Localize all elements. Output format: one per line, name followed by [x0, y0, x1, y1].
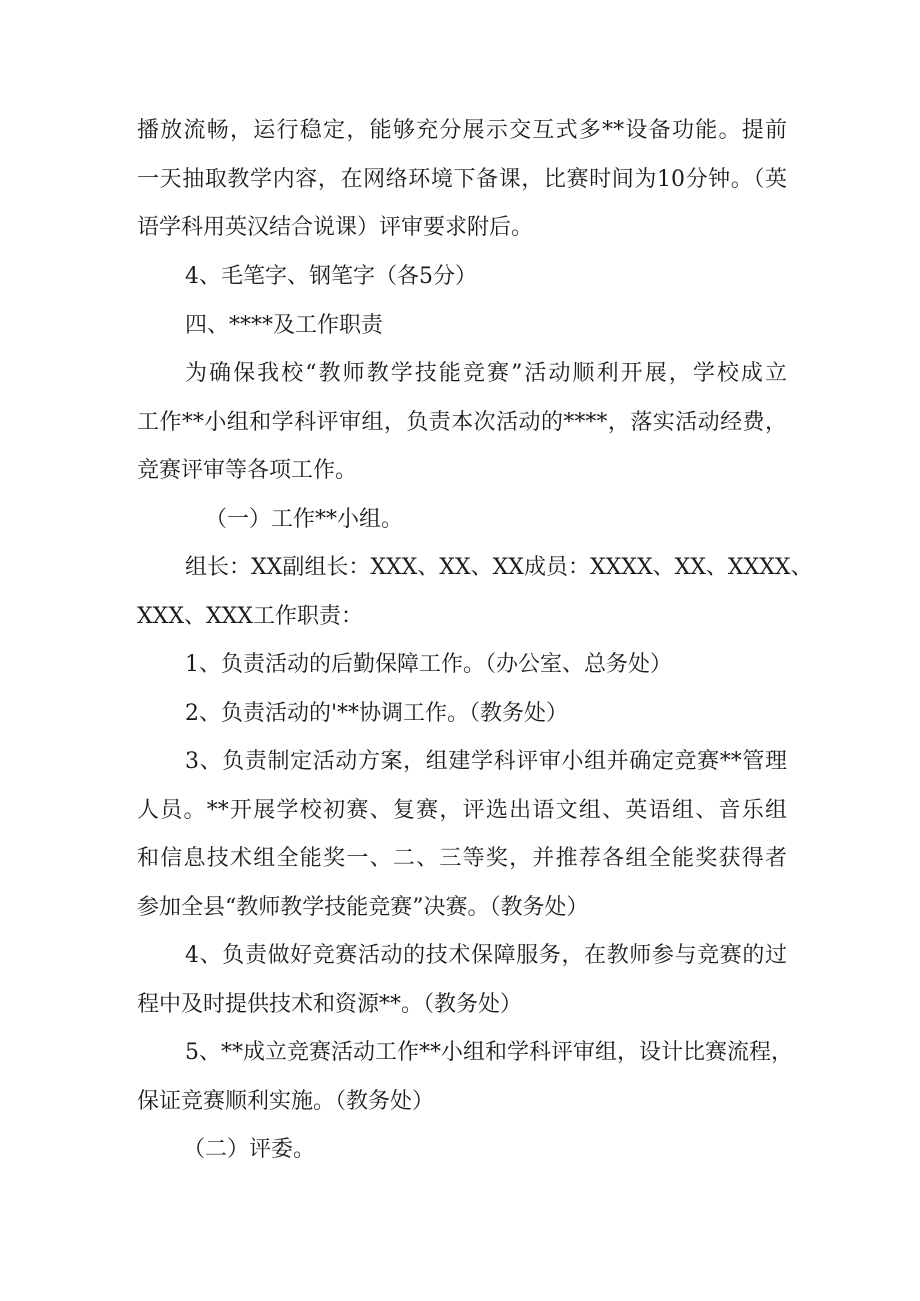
subsection-heading: （一）工作**小组。	[205, 507, 404, 532]
list-item: 4、毛笔字、钢笔字（各5分）	[185, 264, 477, 289]
list-item: 3、负责制定活动方案，组建学科评审小组并确定竞赛**管理	[185, 749, 787, 774]
list-item: 2、负责活动的'**协调工作。（教务处）	[185, 701, 569, 726]
list-item: 1、负责活动的后勤保障工作。（办公室、总务处）	[185, 652, 672, 677]
paragraph-line: XXX、XXX工作职责：	[137, 604, 363, 629]
paragraph-line: 播放流畅，运行稳定，能够充分展示交互式多**设备功能。提前	[137, 118, 787, 143]
paragraph-line: 组长：XX副组长：XXX、XX、XX成员：XXXX、XX、XXXX、	[185, 555, 813, 580]
paragraph-line: 参加全县“教师教学技能竞赛”决赛。（教务处）	[137, 895, 589, 920]
paragraph-line: 一天抽取教学内容，在网络环境下备课，比赛时间为10分钟。（英	[137, 167, 787, 192]
subsection-heading: （二）评委。	[183, 1137, 316, 1162]
paragraph-line: 保证竞赛顺利实施。（教务处）	[137, 1089, 435, 1114]
section-heading: 四、****及工作职责	[185, 313, 384, 338]
paragraph-line: 和信息技术组全能奖一、二、三等奖，并推荐各组全能奖获得者	[137, 846, 787, 871]
list-item: 5、**成立竞赛活动工作**小组和学科评审组，设计比赛流程，	[185, 1040, 793, 1065]
paragraph-line: 工作**小组和学科评审组，负责本次活动的****，落实活动经费，	[137, 410, 787, 435]
paragraph-line: 竞赛评审等各项工作。	[137, 458, 358, 483]
paragraph-line: 程中及时提供技术和资源**。（教务处）	[137, 992, 523, 1017]
paragraph-line: 语学科用英汉结合说课）评审要求附后。	[137, 215, 534, 240]
paragraph-line: 为确保我校“教师教学技能竞赛”活动顺利开展，学校成立	[185, 361, 787, 386]
paragraph-line: 人员。**开展学校初赛、复赛，评选出语文组、英语组、音乐组	[137, 798, 787, 823]
list-item: 4、负责做好竞赛活动的技术保障服务，在教师参与竞赛的过	[185, 943, 787, 968]
